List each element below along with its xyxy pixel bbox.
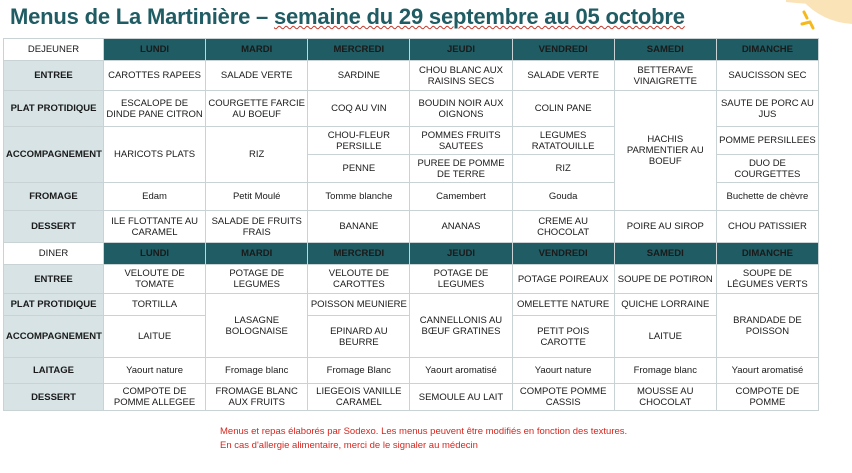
- diner-plat-row: [4, 294, 819, 316]
- day-header: SAMEDI: [614, 39, 716, 61]
- dejeuner-header-row: [4, 39, 819, 61]
- menu-cell: Fromage blanc: [206, 358, 308, 384]
- menu-cell: COMPOTE DE POMME ALLEGEE: [104, 384, 206, 411]
- menu-cell: POTAGE POIREAUX: [512, 265, 614, 294]
- menu-cell: Gouda: [512, 183, 614, 211]
- menu-cell: COQ AU VIN: [308, 91, 410, 127]
- row-label-plat: PLAT PROTIDIQUE: [4, 91, 104, 127]
- menu-cell: Fromage Blanc: [308, 358, 410, 384]
- menu-cell: RIZ: [512, 155, 614, 183]
- menu-cell: HARICOTS PLATS: [104, 127, 206, 183]
- day-header: LUNDI: [104, 39, 206, 61]
- menu-cell: LASAGNE BOLOGNAISE: [206, 294, 308, 358]
- menu-cell: PETIT POIS CAROTTE: [512, 316, 614, 358]
- day-header: VENDREDI: [512, 39, 614, 61]
- day-header: DIMANCHE: [716, 39, 818, 61]
- menu-cell: FROMAGE BLANC AUX FRUITS: [206, 384, 308, 411]
- menu-cell: POTAGE DE LEGUMES: [206, 265, 308, 294]
- menu-cell: CHOU BLANC AUX RAISINS SECS: [410, 61, 512, 91]
- menu-cell: POTAGE DE LEGUMES: [410, 265, 512, 294]
- menu-cell: ANANAS: [410, 211, 512, 243]
- menu-cell: COLIN PANE: [512, 91, 614, 127]
- menu-cell: SALADE DE FRUITS FRAIS: [206, 211, 308, 243]
- menu-cell: SAUTE DE PORC AU JUS: [716, 91, 818, 127]
- day-header: MARDI: [206, 39, 308, 61]
- menu-cell: Edam: [104, 183, 206, 211]
- menu-cell: COMPOTE DE POMME: [716, 384, 818, 411]
- dejeuner-dessert-row: [4, 211, 819, 243]
- page-title: Menus de La Martinière – semaine du 29 septembre au 05 octobre: [10, 4, 685, 29]
- menu-cell: OMELETTE NATURE: [512, 294, 614, 316]
- row-label-dessert: DESSERT: [4, 384, 104, 411]
- menu-cell: VELOUTE DE TOMATE: [104, 265, 206, 294]
- diner-entree-row: [4, 265, 819, 294]
- section-dejeuner: DEJEUNER: [4, 39, 104, 61]
- menu-cell: BOUDIN NOIR AUX OIGNONS: [410, 91, 512, 127]
- menu-cell: Tomme blanche: [308, 183, 410, 211]
- menu-cell: SOUPE DE LÉGUMES VERTS: [716, 265, 818, 294]
- menu-cell: LAITUE: [104, 316, 206, 358]
- menu-cell: LAITUE: [614, 316, 716, 358]
- menu-cell: TORTILLA: [104, 294, 206, 316]
- menu-table: [3, 38, 819, 411]
- menu-cell: CAROTTES RAPEES: [104, 61, 206, 91]
- row-label-entree: ENTREE: [4, 265, 104, 294]
- menu-cell: PENNE: [308, 155, 410, 183]
- menu-cell: Yaourt aromatisé: [716, 358, 818, 384]
- menu-cell: POISSON MEUNIERE: [308, 294, 410, 316]
- menu-cell: BETTERAVE VINAIGRETTE: [614, 61, 716, 91]
- menu-cell: EPINARD AU BEURRE: [308, 316, 410, 358]
- menu-cell: RIZ: [206, 127, 308, 183]
- diner-header-row: [4, 243, 819, 265]
- corner-decoration: [782, 0, 852, 36]
- row-label-laitage: LAITAGE: [4, 358, 104, 384]
- menu-cell: MOUSSE AU CHOCOLAT: [614, 384, 716, 411]
- row-label-accompagnement: ACCOMPAGNEMENT: [4, 316, 104, 358]
- menu-cell: ILE FLOTTANTE AU CARAMEL: [104, 211, 206, 243]
- note-allergie: En cas d'allergie alimentaire, merci de le signaler au médecin: [220, 440, 478, 451]
- menu-cell: Camembert: [410, 183, 512, 211]
- menu-cell: Fromage blanc: [614, 358, 716, 384]
- menu-cell: CHOU PATISSIER: [716, 211, 818, 243]
- footer-notes: [220, 425, 627, 453]
- row-label-entree: ENTREE: [4, 61, 104, 91]
- menu-cell: CANNELLONIS AU BŒUF GRATINES: [410, 294, 512, 358]
- menu-cell: SAUCISSON SEC: [716, 61, 818, 91]
- row-label-plat: PLAT PROTIDIQUE: [4, 294, 104, 316]
- menu-cell: BRANDADE DE POISSON: [716, 294, 818, 358]
- menu-cell: CREME AU CHOCOLAT: [512, 211, 614, 243]
- menu-cell: COMPOTE POMME CASSIS: [512, 384, 614, 411]
- day-header: JEUDI: [410, 39, 512, 61]
- menu-cell: Yaourt aromatisé: [410, 358, 512, 384]
- day-header: MERCREDI: [308, 39, 410, 61]
- day-header: MERCREDI: [308, 243, 410, 265]
- menu-cell: Petit Moulé: [206, 183, 308, 211]
- section-diner: DINER: [4, 243, 104, 265]
- menu-cell: Buchette de chèvre: [716, 183, 818, 211]
- day-header: DIMANCHE: [716, 243, 818, 265]
- day-header: JEUDI: [410, 243, 512, 265]
- day-header: SAMEDI: [614, 243, 716, 265]
- row-label-accompagnement: ACCOMPAGNEMENT: [4, 127, 104, 183]
- day-header: VENDREDI: [512, 243, 614, 265]
- menu-cell: SEMOULE AU LAIT: [410, 384, 512, 411]
- menu-cell: SOUPE DE POTIRON: [614, 265, 716, 294]
- menu-cell: SALADE VERTE: [512, 61, 614, 91]
- menu-cell: CHOU-FLEUR PERSILLE: [308, 127, 410, 155]
- menu-cell: LIEGEOIS VANILLE CARAMEL: [308, 384, 410, 411]
- menu-cell: QUICHE LORRAINE: [614, 294, 716, 316]
- diner-laitage-row: [4, 358, 819, 384]
- menu-cell: LEGUMES RATATOUILLE: [512, 127, 614, 155]
- menu-cell: COURGETTE FARCIE AU BOEUF: [206, 91, 308, 127]
- diner-dessert-row: [4, 384, 819, 411]
- dejeuner-entree-row: [4, 61, 819, 91]
- menu-cell: POIRE AU SIROP: [614, 211, 716, 243]
- note-sodexo: Menus et repas élaborés par Sodexo. Les menus peuvent être modifiés en fonction des textures.: [220, 426, 628, 437]
- menu-cell: BANANE: [308, 211, 410, 243]
- menu-cell: SALADE VERTE: [206, 61, 308, 91]
- menu-cell: Yaourt nature: [512, 358, 614, 384]
- menu-cell: POMME PERSILLEES: [716, 127, 818, 155]
- menu-cell: Yaourt nature: [104, 358, 206, 384]
- menu-cell: HACHIS PARMENTIER AU BOEUF: [614, 91, 716, 211]
- menu-cell: POMMES FRUITS SAUTEES: [410, 127, 512, 155]
- menu-cell: SARDINE: [308, 61, 410, 91]
- menu-cell: PUREE DE POMME DE TERRE: [410, 155, 512, 183]
- day-header: MARDI: [206, 243, 308, 265]
- dejeuner-plat-row: [4, 91, 819, 127]
- day-header: LUNDI: [104, 243, 206, 265]
- menu-cell: VELOUTE DE CAROTTES: [308, 265, 410, 294]
- menu-cell: DUO DE COURGETTES: [716, 155, 818, 183]
- row-label-fromage: FROMAGE: [4, 183, 104, 211]
- menu-cell: ESCALOPE DE DINDE PANE CITRON: [104, 91, 206, 127]
- row-label-dessert: DESSERT: [4, 211, 104, 243]
